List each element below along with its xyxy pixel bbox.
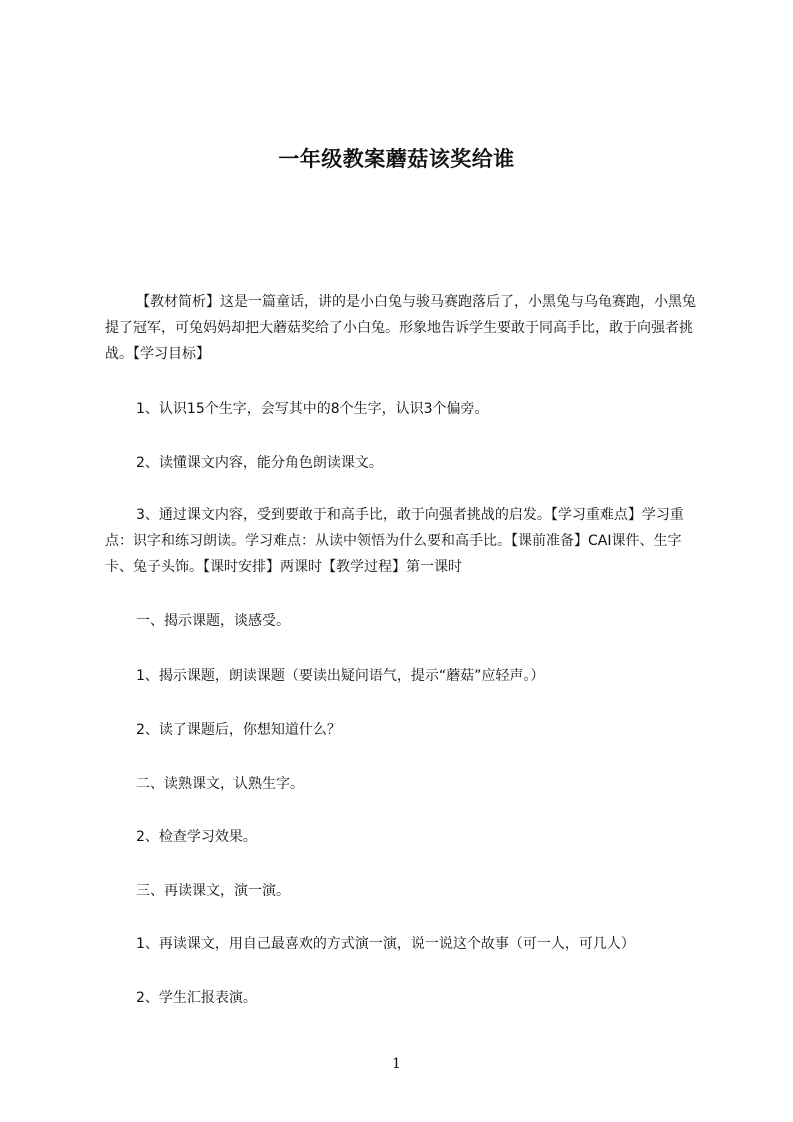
section-heading-3: 三、再读课文，演一演。: [136, 883, 290, 899]
paragraph-step-2-2: 2、检查学习效果。: [136, 829, 257, 845]
page-number: 1: [392, 1056, 401, 1072]
paragraph-textbook-analysis: 【教材简析】这是一篇童话，讲的是小白兔与骏马赛跑落后了，小黑兔与乌龟赛跑，小黑兔提了冠军，可兔妈妈却把大蘑菇奖给了小白兔。形象地告诉学生要敢于同高手比，敢于向强者挑战。【学习目标】: [105, 294, 696, 362]
paragraph-step-3-2: 2、学生汇报表演。: [136, 990, 257, 1006]
paragraph-step-3-1: 1、再读课文，用自己最喜欢的方式演一演，说一说这个故事（可一人，可几人）: [136, 936, 635, 952]
paragraph-step-1-2: 2、读了课题后，你想知道什么？: [136, 722, 341, 738]
section-heading-2: 二、读熟课文，认熟生字。: [136, 776, 304, 792]
page-title: 一年级教案蘑菇该奖给谁: [278, 147, 515, 171]
paragraph-objective-1: 1、认识15个生字，会写其中的8个生字，认识3个偏旁。: [136, 401, 489, 417]
paragraph-objective-3: 3、通过课文内容，受到要敢于和高手比，敢于向强者挑战的启发。【学习重难点】学习重点：识字和练习朗读。学习难点：从读中领悟为什么要和高手比。【课前准备】CAI课件、生字卡、兔子头饰。【课时安排】两课时【教学过程】第一课时: [105, 507, 684, 575]
paragraph-step-1-1: 1、揭示课题，朗读课题（要读出疑问语气，提示“蘑菇”应轻声。）: [136, 668, 545, 684]
section-heading-1: 一、揭示课题，谈感受。: [136, 613, 290, 629]
paragraph-objective-2: 2、读懂课文内容，能分角色朗读课文。: [136, 455, 383, 471]
